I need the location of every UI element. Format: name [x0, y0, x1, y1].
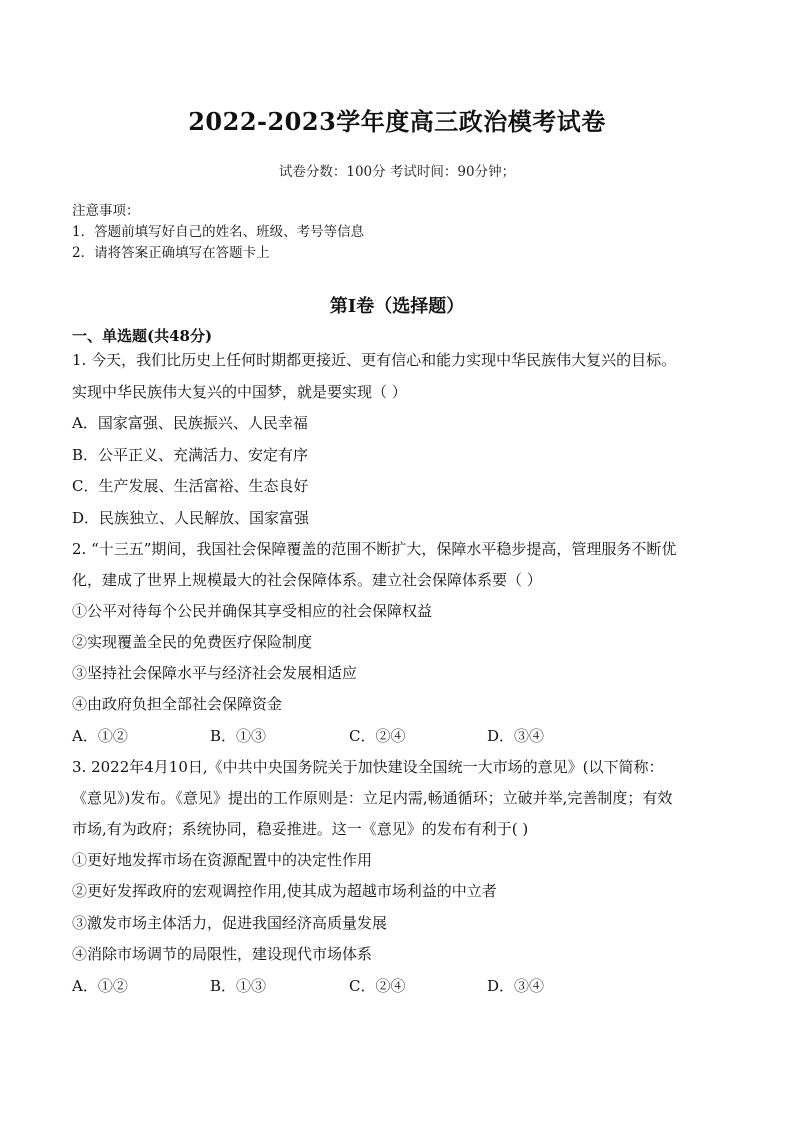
choice-b: B．①③ — [210, 977, 267, 995]
exam-info: 试卷分数：100分 考试时间：90分钟； — [278, 164, 516, 180]
note-item: 2．请将答案正确填写在答题卡上 — [72, 245, 270, 261]
question-2-line: 化，建成了世界上规模最大的社会保障体系。建立社会保障体系要（ ） — [72, 571, 542, 589]
choice-b: B．①③ — [210, 727, 267, 745]
page-title: 2022-2023学年度高三政治模考试卷 — [188, 107, 606, 136]
question-1-line: 1. 今天，我们比历史上任何时期都更接近、更有信心和能力实现中华民族伟大复兴的目标。 — [72, 351, 677, 369]
section-title: 第Ⅰ卷（选择题） — [329, 296, 465, 317]
question-1-option-c: C．生产发展、生活富裕、生态良好 — [72, 477, 309, 495]
question-2-statement: ①公平对待每个公民并确保其享受相应的社会保障权益 — [72, 602, 433, 620]
question-1-option-b: B．公平正义、充满活力、安定有序 — [72, 446, 309, 464]
choice-d: D．③④ — [487, 727, 545, 745]
choice-c: C．②④ — [349, 727, 406, 745]
question-3-statement: ③激发市场主体活力，促进我国经济高质量发展 — [72, 914, 388, 932]
question-3-statement: ①更好地发挥市场在资源配置中的决定性作用 — [72, 851, 373, 869]
question-1-option-d: D．民族独立、人民解放、国家富强 — [72, 509, 310, 527]
question-3-statement: ②更好发挥政府的宏观调控作用,使其成为超越市场利益的中立者 — [72, 882, 497, 900]
notes-heading: 注意事项： — [72, 203, 140, 219]
choice-a: A．①② — [72, 977, 128, 995]
question-3-line: 《意见》)发布。《意见》提出的工作原则是：立足内需,畅通循环；立破并举,完善制度；有效 — [72, 789, 673, 807]
question-2-statement: ④由政府负担全部社会保障资金 — [72, 695, 283, 713]
note-item: 1．答题前填写好自己的姓名、班级、考号等信息 — [72, 224, 365, 240]
question-1-option-a: A．国家富强、民族振兴、人民幸福 — [72, 414, 308, 432]
choice-d: D．③④ — [487, 977, 545, 995]
choice-a: A．①② — [72, 727, 128, 745]
question-2-statement: ②实现覆盖全民的免费医疗保险制度 — [72, 633, 313, 651]
notes-block — [72, 201, 364, 264]
choice-c: C．②④ — [349, 977, 406, 995]
question-2-statement: ③坚持社会保障水平与经济社会发展相适应 — [72, 664, 358, 682]
part-title: 一、单选题(共48分) — [72, 327, 213, 345]
question-1-line: 实现中华民族伟大复兴的中国梦，就是要实现（ ） — [72, 383, 407, 401]
question-3-statement: ④消除市场调节的局限性，建设现代市场体系 — [72, 945, 373, 963]
question-2-line: 2. “十三五”期间，我国社会保障覆盖的范围不断扩大，保障水平稳步提高，管理服务不断优 — [72, 540, 677, 558]
question-3-line: 3. 2022年4月10日,《中共中央国务院关于加快建设全国统一大市场的意见》(以下简称： — [72, 758, 664, 776]
question-3-line: 市场,有为政府；系统协同，稳妥推进。这一《意见》的发布有利于( ) — [72, 820, 529, 838]
